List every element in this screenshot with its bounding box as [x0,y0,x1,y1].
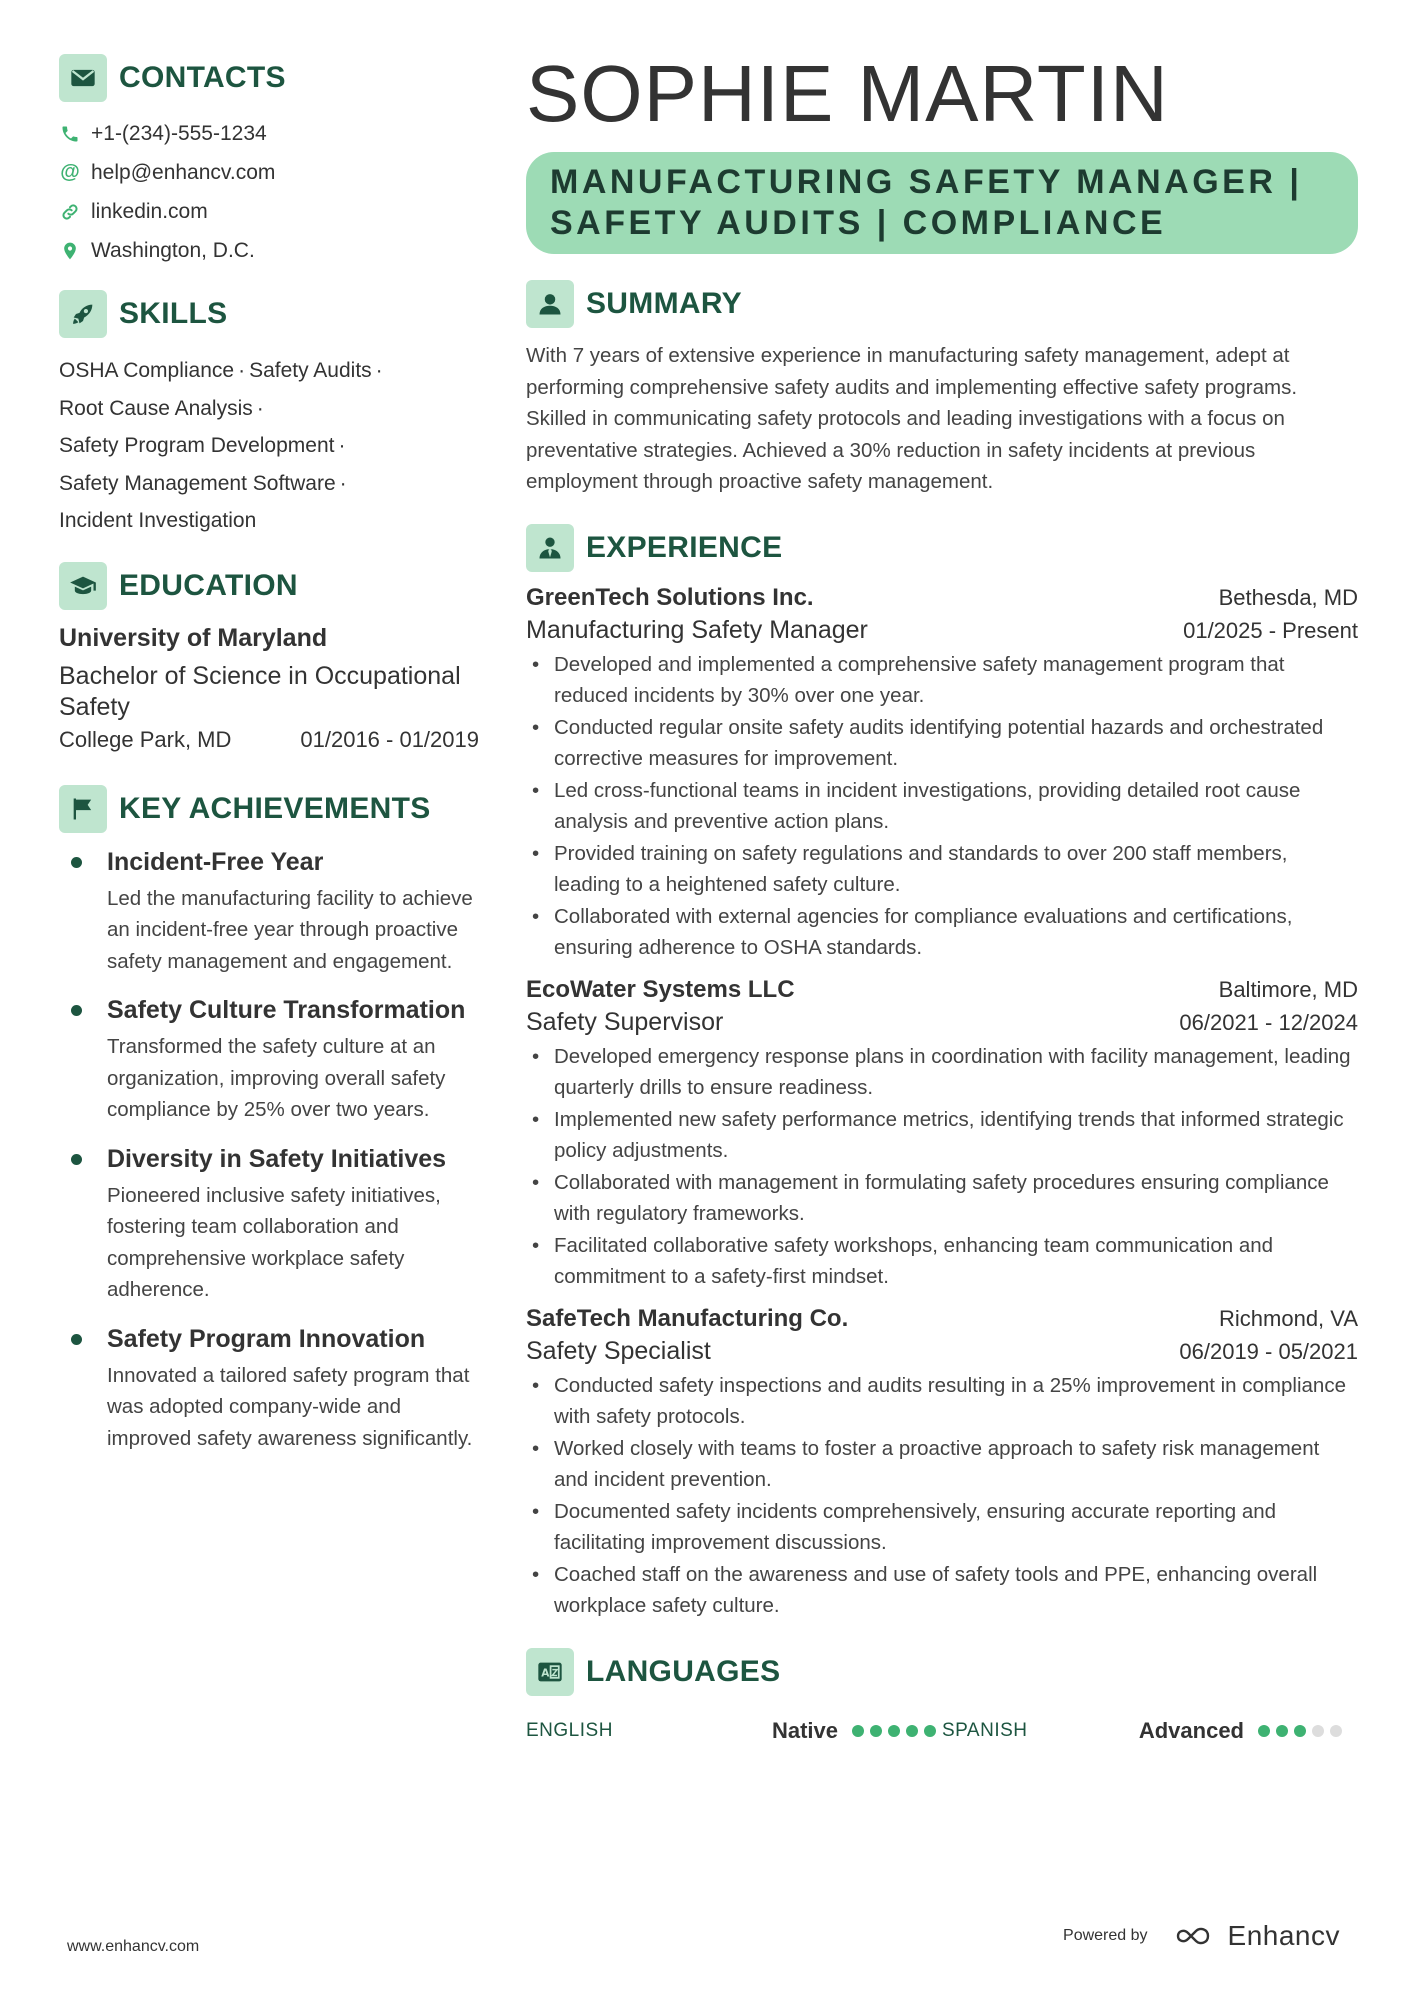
achievement-item [59,847,479,978]
bullet-icon [71,1334,82,1345]
right-column [526,49,1358,1744]
job-dates: 06/2021 - 12/2024 [1179,1009,1358,1035]
language-item [942,1718,1358,1744]
skill-item: Incident Investigation [59,509,257,532]
achievement-desc: Innovated a tailored safety program that was adopted company-wide and improved safety awareness significantly. [107,1363,473,1450]
rating-dot-filled [924,1725,936,1737]
education-degree: Bachelor of Science in Occupational Safety [59,661,461,721]
achievement-item [59,1144,479,1306]
language-name: ENGLISH [526,1719,613,1741]
rating-dot-filled [870,1725,882,1737]
job-entry [526,976,1358,1293]
rating-dot-empty [1312,1725,1324,1737]
rating-dot-filled [1276,1725,1288,1737]
skill-item: Root Cause Analysis [59,396,253,420]
contact-phone[interactable] [59,114,479,153]
powered-by-text: Powered by [1063,1927,1148,1944]
job-bullet: • Implemented new safety performance metrics, identifying trends that informed strategic policy adjustments. [526,1104,1358,1167]
bullet-icon [71,1005,82,1016]
link-icon [59,201,81,223]
achievements-header [59,785,479,833]
achievement-title: Safety Program Innovation [107,1324,426,1353]
contacts-title: CONTACTS [119,61,286,94]
education-location: College Park, MD [59,726,232,752]
achievement-item [59,1324,479,1455]
svg-text:A: A [541,1667,550,1680]
footer-website[interactable]: www.enhancv.com [67,1938,200,1955]
phone-text: +1-(234)-555-1234 [91,121,267,145]
education-header [59,562,479,610]
job-location: Richmond, VA [1219,1305,1358,1331]
job-bullet: • Documented safety incidents comprehensively, ensuring accurate reporting and facilitating improvement discussions. [526,1496,1358,1559]
job-company: SafeTech Manufacturing Co. [526,1304,849,1332]
language-item [526,1718,942,1744]
job-dates: 06/2019 - 05/2021 [1179,1338,1358,1364]
skills-title: SKILLS [119,297,228,330]
experience-header [526,524,1358,572]
rating-dot-filled [1258,1725,1270,1737]
job-location: Baltimore, MD [1218,976,1358,1002]
achievements-list [59,847,479,1455]
summary-title: SUMMARY [586,287,742,320]
contact-linkedin[interactable] [59,192,479,231]
summary-text: With 7 years of extensive experience in manufacturing safety management, adept at performing comprehensive safety audits and implementing effective safety programs. Skilled in communicating safety protocols and leading investigations with a focus on preventative strategies. Achieved a 30% reduction in safety incidents at previous employment through proactive safety management. [526,344,1298,493]
achievement-item [59,995,479,1126]
job-bullet: • Coached staff on the awareness and use of safety tools and PPE, enhancing overall workplace safety culture. [526,1559,1358,1622]
skills-header [59,290,479,338]
brand-name: Enhancv [1227,1920,1340,1951]
job-company: EcoWater Systems LLC [526,975,795,1003]
location-text: Washington, D.C. [91,238,255,262]
job-bullet: • Facilitated collaborative safety workshops, enhancing team communication and commitment to a safety-first mindset. [526,1230,1358,1293]
job-role: Manufacturing Safety Manager [526,615,868,644]
languages-header [526,1648,1358,1696]
skill-item: OSHA Compliance [59,359,235,382]
rocket-icon [59,290,107,338]
job-bullet: • Conducted safety inspections and audits resulting in a 25% improvement in compliance with safety protocols. [526,1370,1358,1433]
achievement-title: Safety Culture Transformation [107,996,466,1024]
job-entry [526,1305,1358,1622]
job-bullets [526,1041,1358,1293]
languages-list [526,1718,1358,1744]
person-icon [526,280,574,328]
at-icon: @ [60,161,80,183]
job-location: Bethesda, MD [1218,584,1358,610]
job-bullet: • Collaborated with management in formulating safety procedures ensuring compliance with regulatory frameworks. [526,1167,1358,1230]
job-bullet: • Worked closely with teams to foster a proactive approach to safety risk management and incident prevention. [526,1433,1358,1496]
contact-email[interactable] [59,153,479,192]
rating-dot-filled [852,1725,864,1737]
language-rating [1258,1725,1348,1737]
job-bullet: • Developed and implemented a comprehensive safety management program that reduced incidents by 30% over one year. [526,649,1358,712]
skill-item: Safety Audits [249,359,372,382]
bullet-icon [71,1154,82,1165]
language-rating [852,1725,942,1737]
education-dates: 01/2016 - 01/2019 [300,726,479,752]
job-bullets [526,1370,1358,1622]
job-role: Safety Specialist [526,1336,711,1365]
location-pin-icon [59,240,81,262]
translate-icon [526,1648,574,1696]
footer-brand [1063,1920,1340,1952]
job-bullets [526,649,1358,964]
linkedin-text: linkedin.com [91,199,208,223]
job-bullet: • Developed emergency response plans in coordination with facility management, leading quarterly drills to ensure readiness. [526,1041,1358,1104]
achievement-desc: Led the manufacturing facility to achieve an incident-free year through proactive safety management and engagement. [107,886,473,973]
infinity-icon [1172,1922,1220,1950]
flag-icon [59,785,107,833]
achievement-title: Incident-Free Year [107,847,324,876]
job-entry [526,584,1358,964]
skill-item: Safety Management Software [59,471,336,495]
languages-title: LANGUAGES [586,1654,781,1688]
job-bullet: • Led cross-functional teams in incident investigations, providing detailed root cause analysis and preventive action plans. [526,775,1358,838]
skills-list: OSHA Compliance · Safety Audits · Root Cause Analysis · Safety Program Development · Safety Management Software · Incident Investigation [59,359,383,532]
phone-icon [59,123,81,145]
enhancv-logo[interactable] [1172,1920,1340,1952]
experience-title: EXPERIENCE [586,530,783,564]
rating-dot-filled [1294,1725,1306,1737]
education-meta [59,727,479,753]
education-title: EDUCATION [119,568,298,602]
left-column [59,54,479,1472]
job-role: Safety Supervisor [526,1007,724,1036]
bullet-icon [71,857,82,868]
rating-dot-filled [888,1725,900,1737]
contact-location [59,231,479,270]
achievement-desc: Transformed the safety culture at an organization, improving overall safety compliance by 25% over two years. [107,1035,446,1121]
skill-item: Safety Program Development [59,434,335,457]
job-bullet: • Conducted regular onsite safety audits identifying potential hazards and orchestrated corrective measures for improvement. [526,712,1358,775]
language-level: Native [771,1717,838,1743]
graduation-cap-icon [59,562,107,610]
achievement-title: Diversity in Safety Initiatives [107,1144,447,1173]
job-dates: 01/2025 - Present [1183,617,1358,643]
candidate-name: SOPHIE MARTIN [526,49,1169,138]
contacts-header [59,54,479,102]
contact-list [59,114,479,270]
language-level: Advanced [1138,1717,1244,1743]
envelope-icon [59,54,107,102]
candidate-title: MANUFACTURING SAFETY MANAGER | SAFETY AUDITS | COMPLIANCE [526,152,1358,254]
achievements-title: KEY ACHIEVEMENTS [119,791,431,825]
rating-dot-empty [1330,1725,1342,1737]
education-school: University of Maryland [59,623,328,652]
job-company: GreenTech Solutions Inc. [526,583,814,611]
job-bullet: • Collaborated with external agencies for compliance evaluations and certifications, ensuring adherence to OSHA standards. [526,901,1358,964]
businessperson-icon [526,524,574,572]
rating-dot-filled [906,1725,918,1737]
email-text: help@enhancv.com [91,160,276,184]
job-bullet: • Provided training on safety regulations and standards to over 200 staff members, leading to a heightened safety culture. [526,838,1358,901]
achievement-desc: Pioneered inclusive safety initiatives, fostering team collaboration and comprehensive workplace safety adherence. [107,1183,441,1301]
summary-header [526,280,1358,328]
language-name: SPANISH [942,1719,1028,1741]
